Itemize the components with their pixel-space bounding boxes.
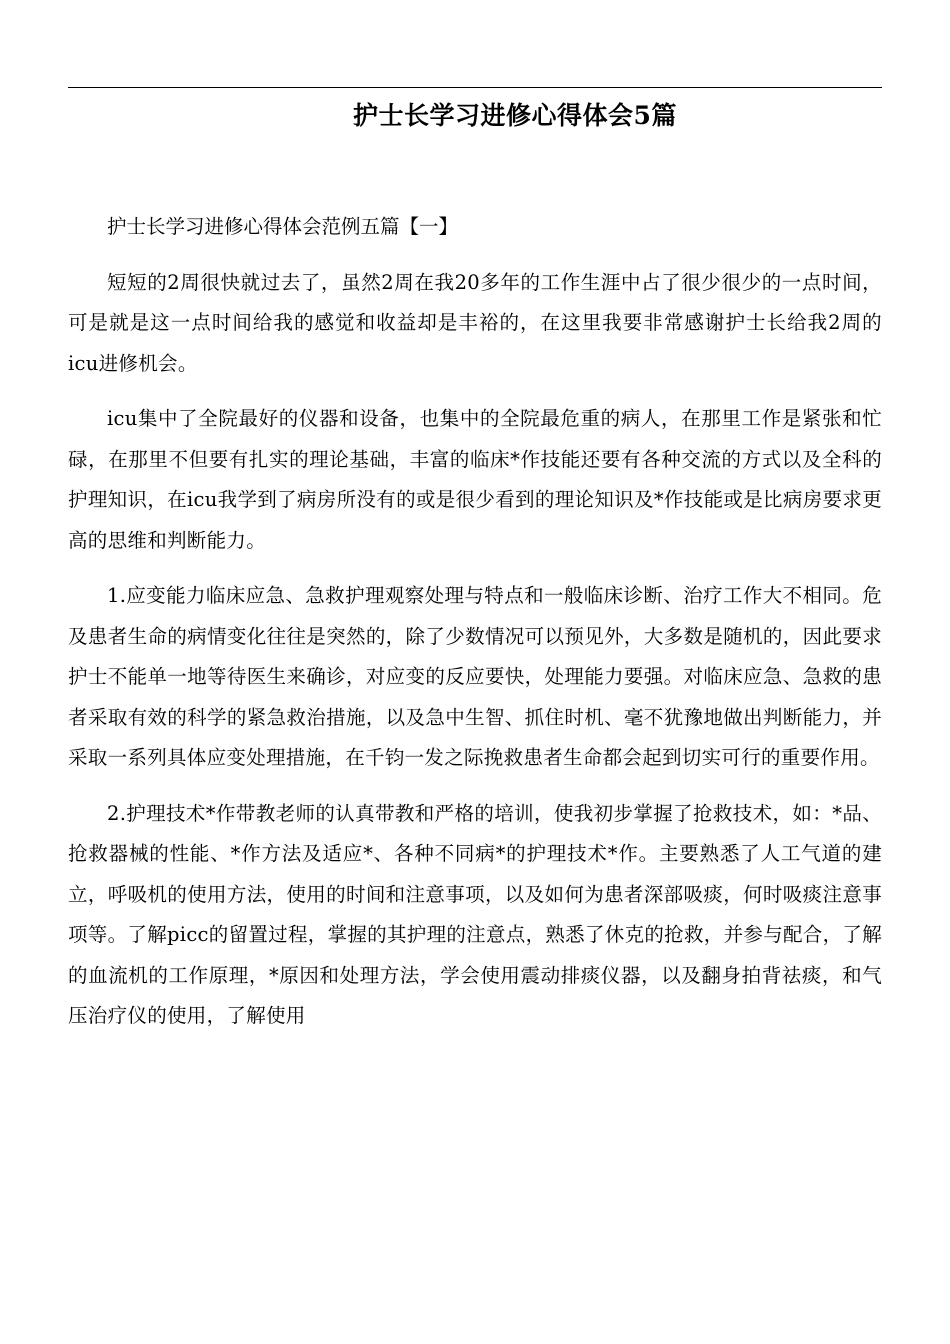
header-rule — [68, 87, 882, 88]
section-heading: 护士长学习进修心得体会范例五篇【一】 — [107, 215, 459, 238]
document-title: 护士长学习进修心得体会5篇 — [353, 101, 677, 130]
paragraph-adaptability: 1.应变能力临床应急、急救护理观察处理与特点和一般临床诊断、治疗工作大不相同。危及患者生命的病情变化往往是突然的，除了少数情况可以预见外，大多数是随机的，因此要求护士不能单一地等待医生来确诊，对应变的反应要快，处理能力要强。对临床应急、急救的患者采取有效的科学的紧急救治措施，以及急中生智、抓住时机、毫不犹豫地做出判断能力，并采取一系列具体应变处理措施，在千钧一发之际挽救患者生命都会起到切实可行的重要作用。 — [68, 584, 882, 769]
paragraph-icu: icu集中了全院最好的仪器和设备，也集中的全院最危重的病人，在那里工作是紧张和忙碌，在那里不但要有扎实的理论基础，丰富的临床*作技能还要有各种交流的方式以及全科的护理知识，在icu我学到了病房所没有的或是很少看到的理论知识及*作技能或是比病房要求更高的思维和判断能力。 — [68, 407, 882, 552]
document-body — [68, 207, 882, 1052]
paragraph-intro: 短短的2周很快就过去了，虽然2周在我20多年的工作生涯中占了很少很少的一点时间，可是就是这一点时间给我的感觉和收益却是丰裕的，在这里我要非常感谢护士长给我2周的icu进修机会。 — [68, 270, 882, 375]
paragraph-nursing-technique: 2.护理技术*作带教老师的认真带教和严格的培训，使我初步掌握了抢救技术，如：*品、抢救器械的性能、*作方法及适应*、各种不同病*的护理技术*作。主要熟悉了人工气道的建立，呼吸机的使用方法，使用的时间和注意事项，以及如何为患者深部吸痰，何时吸痰注意事项等。了解picc的留置过程，掌握的其护理的注意点，熟悉了休克的抢救，并参与配合，了解的血流机的工作原理，*原因和处理方法，学会使用震动排痰仪器，以及翻身拍背祛痰，和气压治疗仪的使用，了解使用 — [68, 801, 882, 1027]
